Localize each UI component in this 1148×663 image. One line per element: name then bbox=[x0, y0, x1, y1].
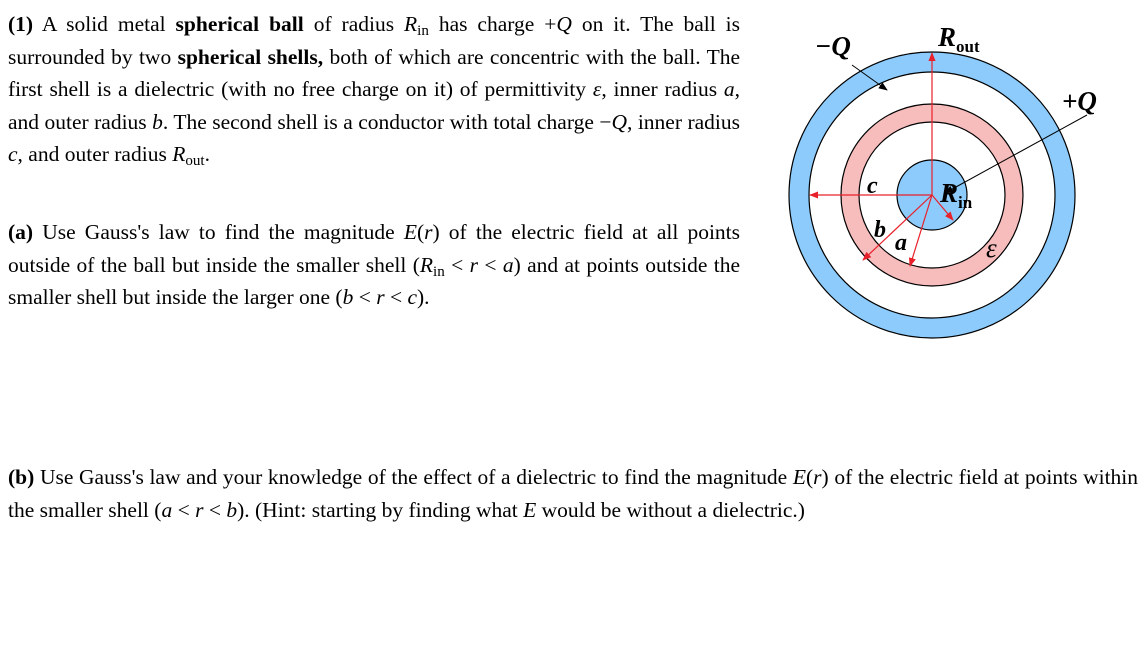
problem-intro: (1) A solid metal spherical ball of radius $R_{in}$ has charge +Q on it. The ball is surrounded by two spherical shells, both of which are concentric with the ball. The first shell is a dielectric (with no free charge on it) of permittivity ε, inner radius a, and outer radius b. The second shell is a conductor with total charge −Q, inner radius c, and outer radius $R_{out}$. bbox=[8, 12, 741, 169]
part-a: (a) Use Gauss's law to find the magnitude E(r) of the electric field at all points outside of the ball but inside the smaller shell $(R_{in} < r < a)$ and at points outside the smaller shell but inside the larger one (b < r < c). bbox=[8, 220, 741, 309]
part-b-label: (b) bbox=[8, 465, 35, 489]
a-label: a bbox=[895, 230, 907, 256]
problem-number: (1) bbox=[8, 12, 34, 36]
r-in-label: $R_{in}$ bbox=[940, 178, 973, 212]
epsilon-label: ε bbox=[986, 233, 997, 263]
part-b: (b) Use Gauss's law and your knowledge of the effect of a dielectric to find the magnitude E(r) of the electric field at points within the smaller shell (a < r < b). (Hint: starting by finding what E would be without a dielectric.) bbox=[8, 465, 1139, 522]
b-label: b bbox=[874, 217, 886, 243]
concentric-spheres-diagram bbox=[780, 4, 1120, 364]
part-a-label: (a) bbox=[8, 220, 34, 244]
neg-q-label: −Q bbox=[815, 31, 851, 61]
c-label: c bbox=[867, 173, 878, 199]
pos-q-label: +Q bbox=[1062, 86, 1097, 116]
r-out-label: $R_{out}$ bbox=[938, 22, 980, 56]
